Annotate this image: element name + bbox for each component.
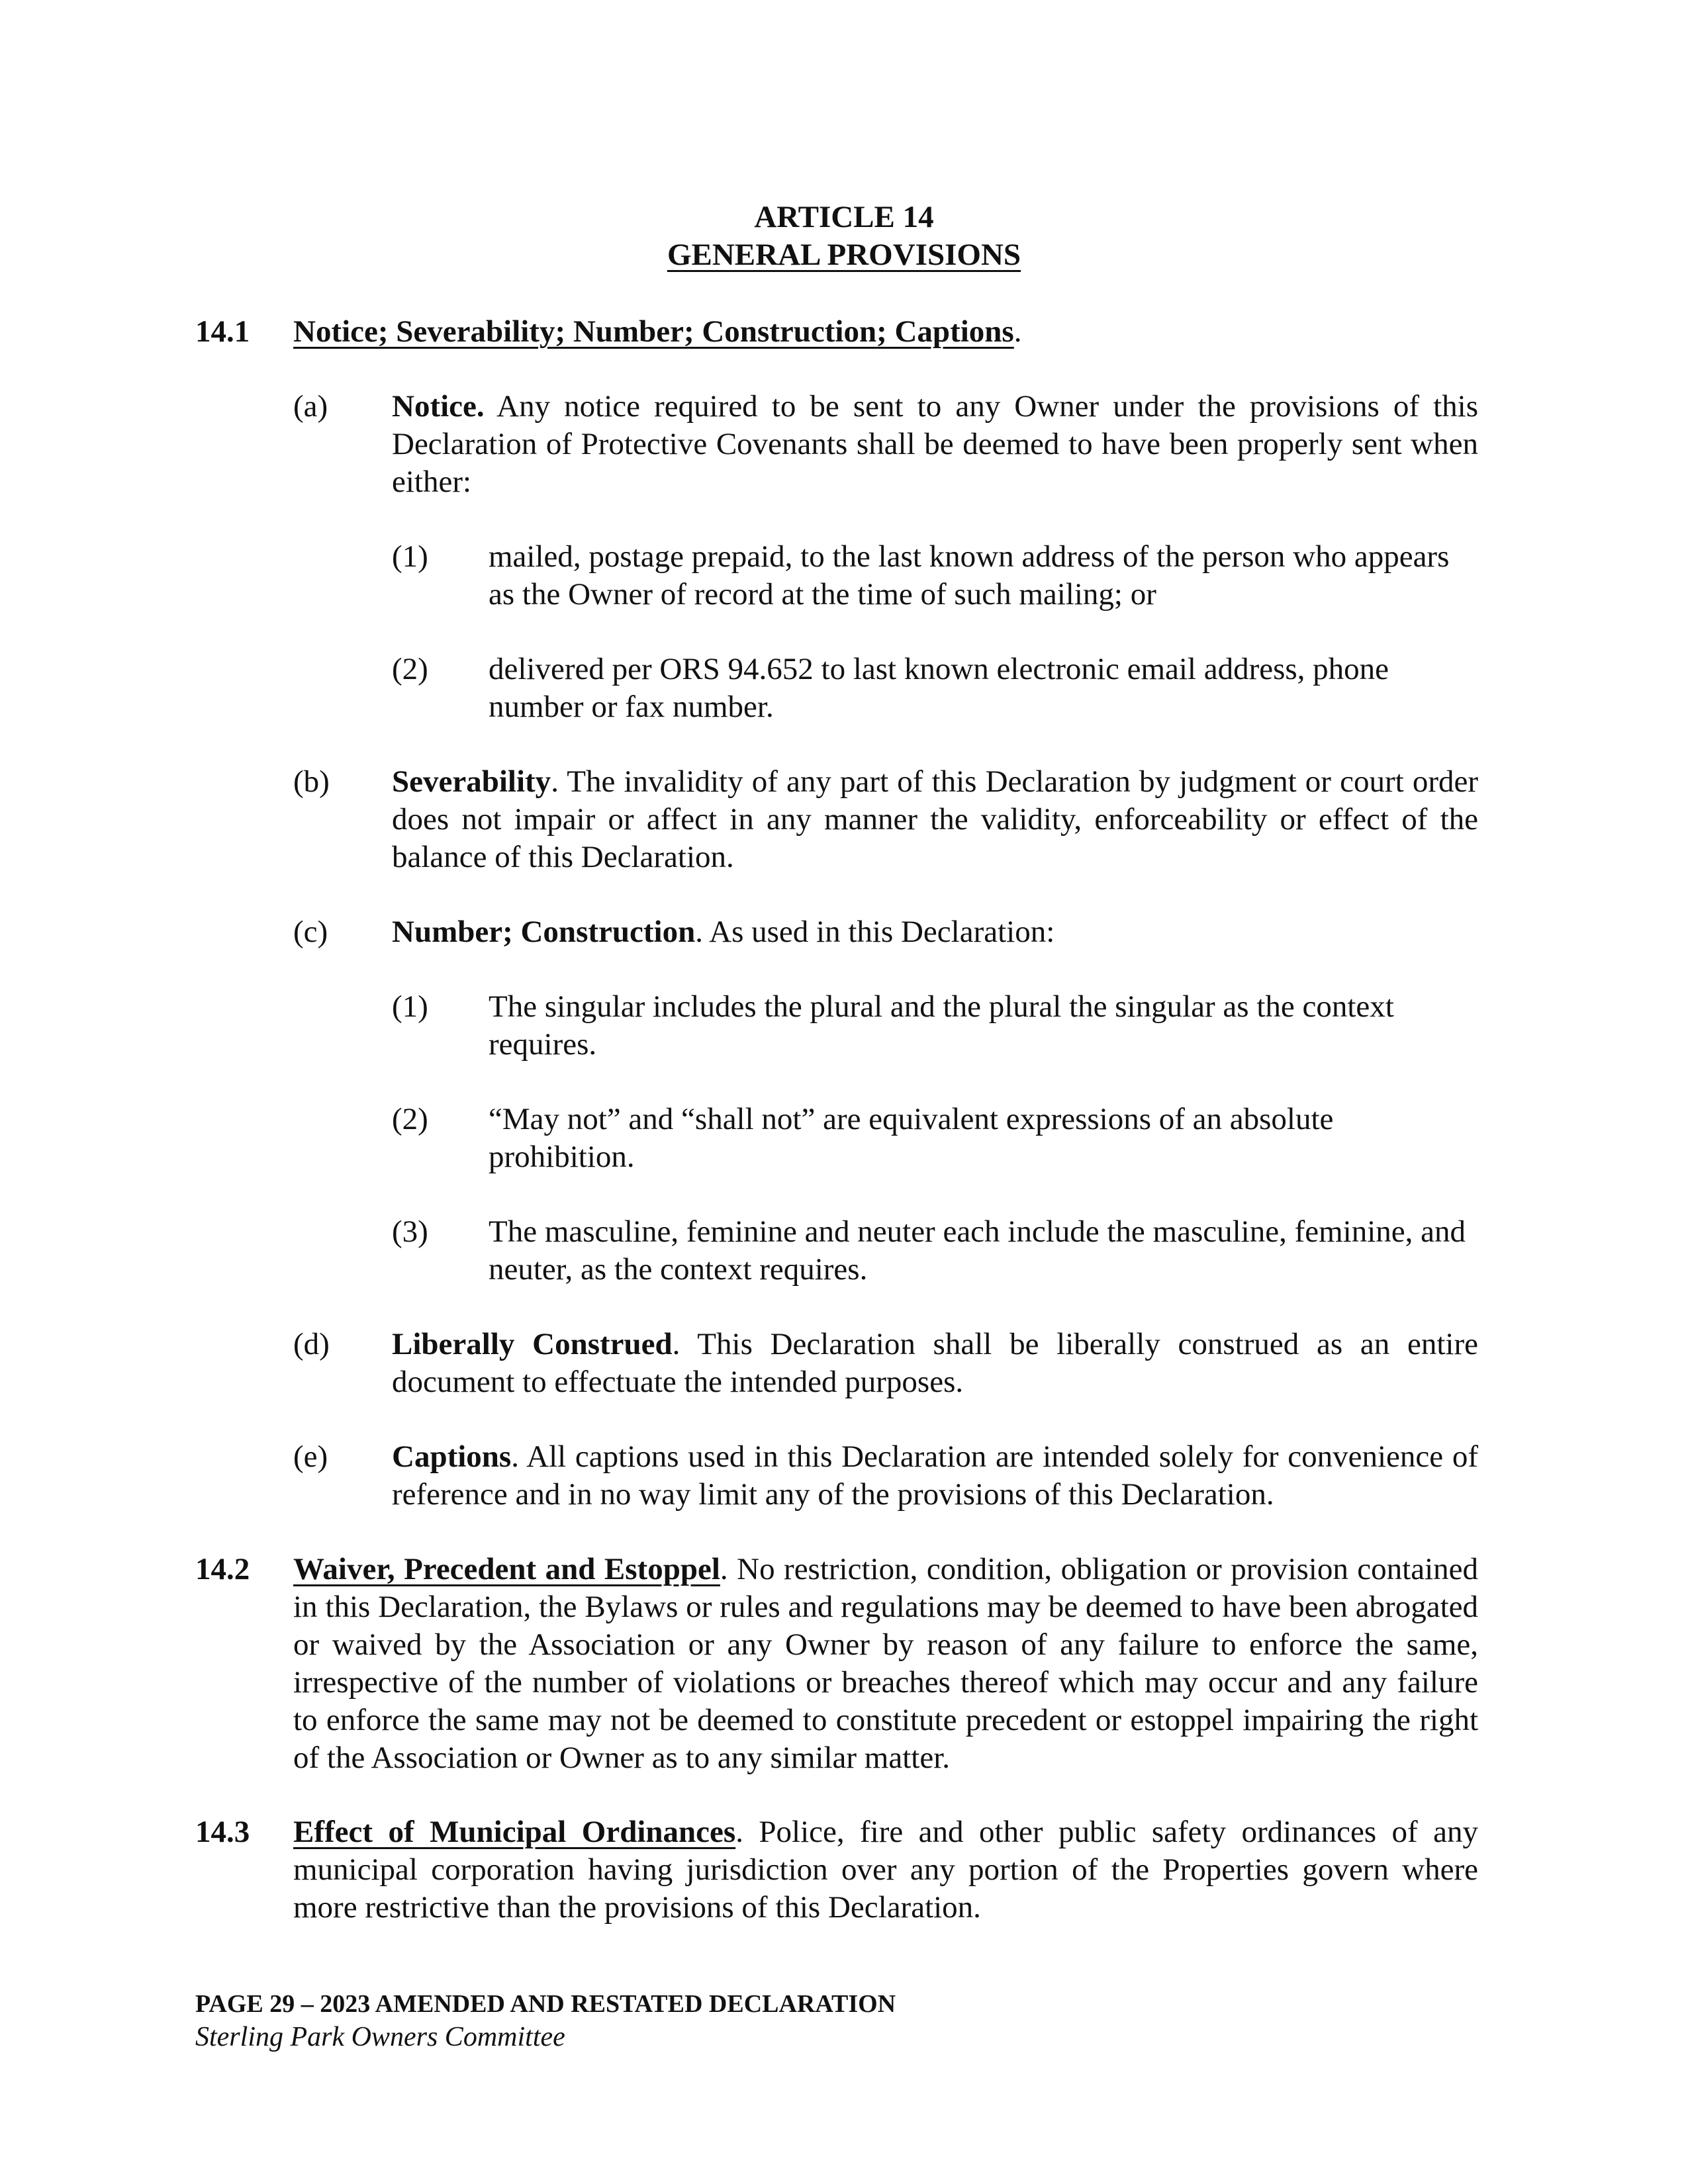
subsection-label-a: (a) [293,389,328,424]
item-a-1-text: mailed, postage prepaid, to the last known address of the person who appears as the Owner of record at the time of such mailing; or [489,539,1450,612]
item-c-3-text: The masculine, feminine and neuter each include the masculine, feminine, and neuter, as the context requires. [489,1214,1466,1287]
subsection-label-e: (e) [293,1439,328,1474]
subsection-label-b: (b) [293,764,330,799]
section-heading-14-1: Notice; Severability; Number; Construction; Captions. [293,314,1022,349]
footer-page-line: PAGE 29 – 2023 AMENDED AND RESTATED DECLARATION [195,1990,896,2018]
section-number-14-2: 14.2 [195,1552,250,1586]
subsection-label-c: (c) [293,915,328,949]
article-number: ARTICLE 14 [754,200,934,234]
item-a-2-text: delivered per ORS 94.652 to last known electronic email address, phone number or fax number. [489,652,1389,724]
subsection-d-paragraph: Liberally Construed. This Declaration shall be liberally construed as an entire document to effectuate the intended purposes. [392,1327,1478,1399]
article-title: GENERAL PROVISIONS [667,238,1021,272]
item-label-c-3: (3) [392,1214,428,1249]
section-number-14-3: 14.3 [195,1815,250,1849]
subsection-c-paragraph: Number; Construction. As used in this Declaration: [392,915,1055,949]
subsection-a-paragraph: Notice. Any notice required to be sent to any Owner under the provisions of this Declaration of Protective Covenants shall be deemed to have been properly sent when either: [392,389,1478,499]
subsection-e-paragraph: Captions. All captions used in this Declaration are intended solely for convenience of reference and in no way limit any of the provisions of this Declaration. [392,1439,1478,1512]
item-label-c-2: (2) [392,1102,428,1136]
item-c-2-text: “May not” and “shall not” are equivalent expressions of an absolute prohibition. [489,1102,1334,1174]
item-label-c-1: (1) [392,989,428,1024]
footer-committee-line: Sterling Park Owners Committee [195,2022,565,2052]
subsection-label-d: (d) [293,1327,330,1361]
subsection-b-paragraph: Severability. The invalidity of any part of this Declaration by judgment or court order does not impair or affect in any manner the validity, enforceability or effect of the balance of this Declaration. [392,764,1478,874]
section-number-14-1: 14.1 [195,314,250,349]
item-label-a-2: (2) [392,652,428,686]
item-c-1-text: The singular includes the plural and the plural the singular as the context requires. [489,989,1394,1062]
section-14-2-paragraph: Waiver, Precedent and Estoppel. No restriction, condition, obligation or provision contained in this Declaration, the Bylaws or rules and regulations may be deemed to have been abrogated or waived by the Association or any Owner by reason of any failure to enforce the same, irrespective of the number of violations or breaches thereof which may occur and any failure to enforce the same may not be deemed to constitute precedent or estoppel impairing the right of the Association or Owner as to any similar matter. [293,1552,1478,1775]
item-label-a-1: (1) [392,539,428,574]
section-14-3-paragraph: Effect of Municipal Ordinances. Police, fire and other public safety ordinances of any municipal corporation having jurisdiction over any portion of the Properties govern where more restrictive than the provisions of this Declaration. [293,1815,1478,1925]
